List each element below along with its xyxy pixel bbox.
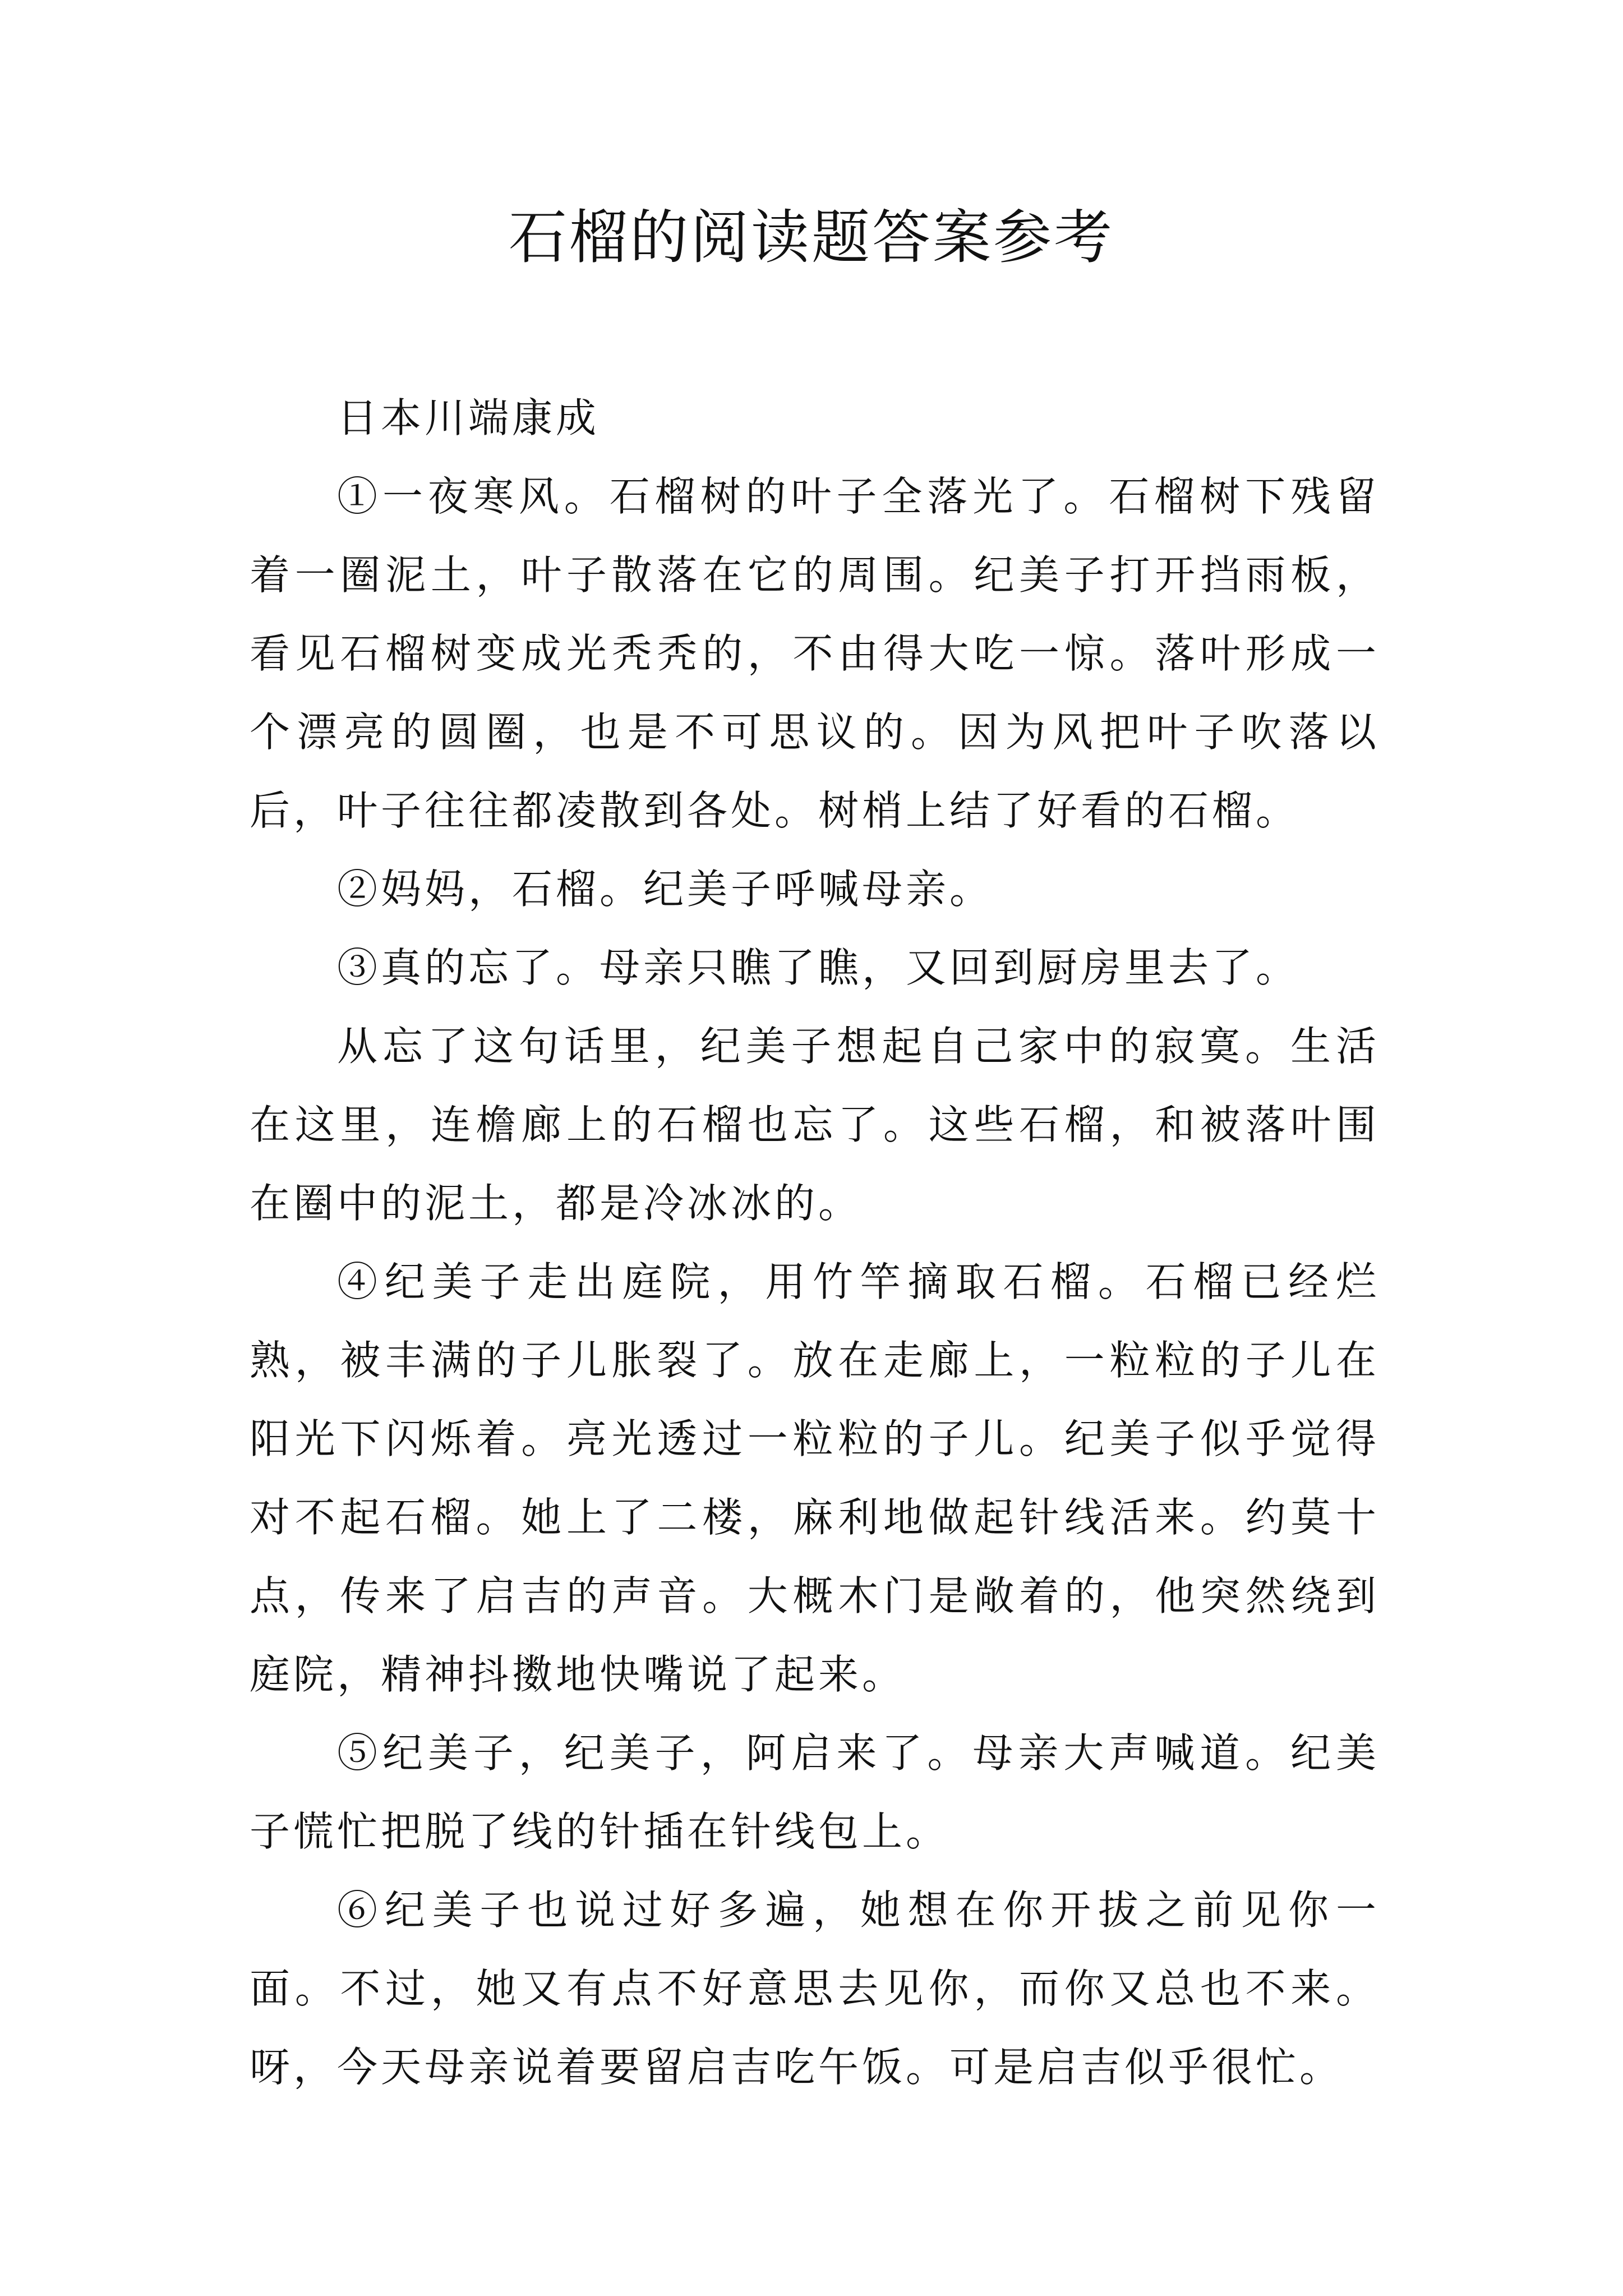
paragraph-5: ④纪美子走出庭院，用竹竿摘取石榴。石榴已经烂熟，被丰满的子儿胀裂了。放在走廊上，一粒粒的子儿在阳光下闪烁着。亮光透过一粒粒的子儿。纪美子似乎觉得对不起石榴。她上了二楼，麻利地做起针线活来。约莫十点，传来了启吉的声音。大概木门是敞着的，他突然绕到庭院，精神抖擞地快嘴说了起来。 [250, 1258, 1380, 1698]
paragraph-1: ①一夜寒风。石榴树的叶子全落光了。石榴树下残留着一圈泥土，叶子散落在它的周围。纪美子打开挡雨板，看见石榴树变成光秃秃的，不由得大吃一惊。落叶形成一个漂亮的圆圈，也是不可思议的。因为风把叶子吹落以后，叶子往往都凌散到各处。树梢上结了好看的石榴。 [250, 473, 1380, 834]
paragraph-4: 从忘了这句话里，纪美子想起自己家中的寂寞。生活在这里，连檐廊上的石榴也忘了。这些石榴，和被落叶围在圈中的泥土，都是冷冰冰的。 [250, 1023, 1380, 1227]
page-title: 石榴的阅读题答案参考 [508, 203, 1114, 272]
author-line: 日本川端康成 [337, 394, 600, 441]
paragraph-6: ⑤纪美子，纪美子，阿启来了。母亲大声喊道。纪美子慌忙把脱了线的针插在针线包上。 [250, 1729, 1380, 1855]
paragraph-3: ③真的忘了。母亲只瞧了瞧，又回到厨房里去了。 [337, 944, 1300, 991]
paragraph-7: ⑥纪美子也说过好多遍，她想在你开拔之前见你一面。不过，她又有点不好意思去见你，而你又总也不来。呀，今天母亲说着要留启吉吃午饭。可是启吉似乎很忙。 [250, 1887, 1380, 2091]
paragraph-2: ②妈妈，石榴。纪美子呼喊母亲。 [337, 866, 994, 913]
document-body [250, 379, 1380, 2106]
